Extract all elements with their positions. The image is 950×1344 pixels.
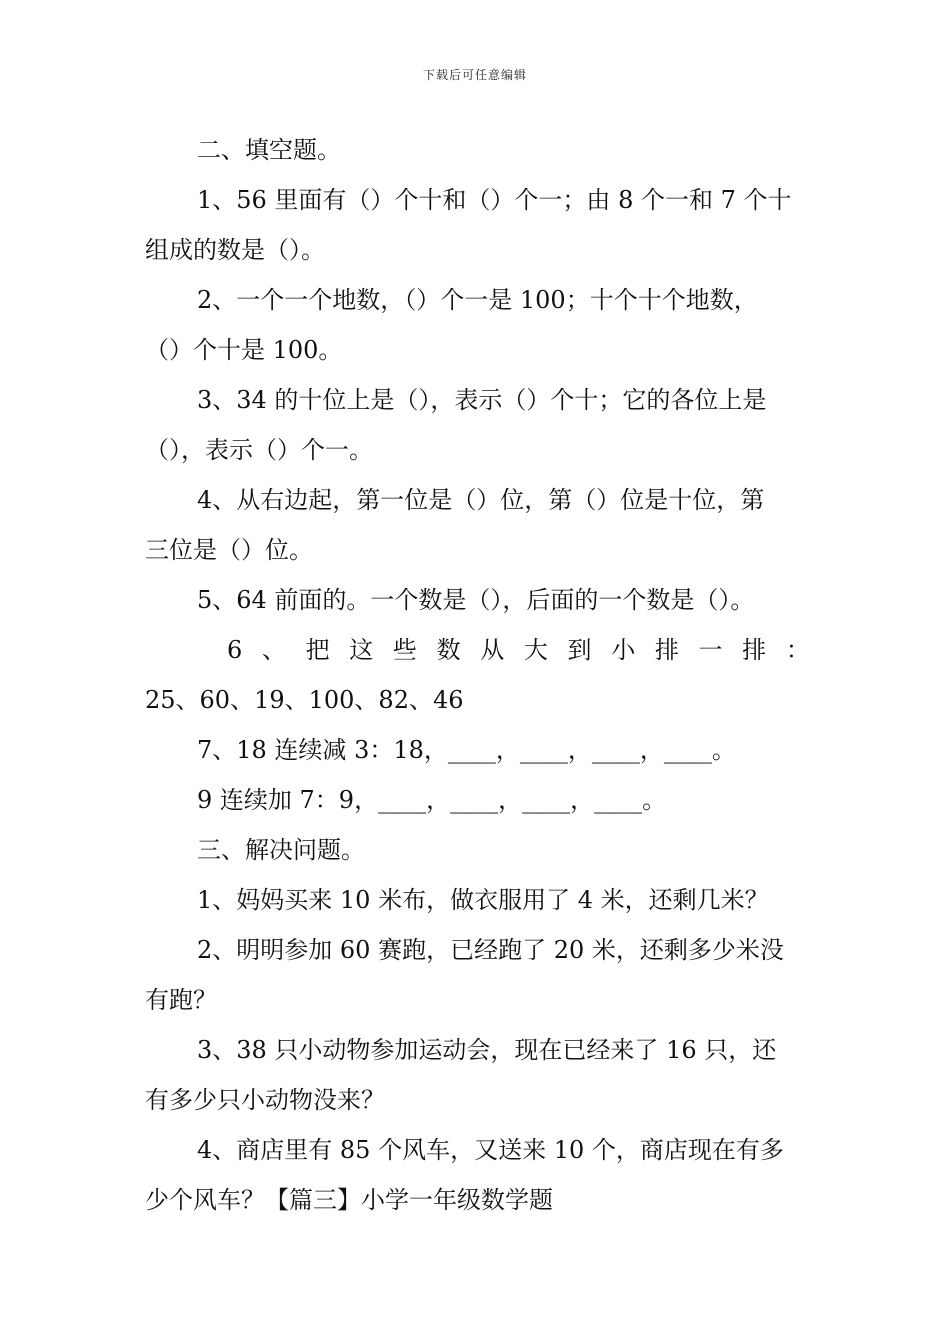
- text-char: 把: [305, 636, 330, 664]
- text-line: 5、64 前面的。一个数是（），后面的一个数是（）。: [197, 586, 755, 614]
- text-line: 2、一个一个地数，（）个一是 100；十个十个地数，: [197, 286, 758, 314]
- text-line: 2、明明参加 60 赛跑，已经跑了 20 米，还剩多少米没: [197, 936, 784, 964]
- text-line: 1、妈妈买来 10 米布，做衣服用了 4 米，还剩几米？: [197, 886, 769, 914]
- text-line: 4、从右边起，第一位是（）位，第（）位是十位，第: [197, 486, 765, 514]
- text-line: 3、38 只小动物参加运动会，现在已经来了 16 只，还: [197, 1036, 777, 1064]
- text-line: 7、18 连续减 3：18，____，____，____，____。: [197, 736, 736, 764]
- text-line: 4、商店里有 85 个风车，又送来 10 个，商店现在有多: [197, 1136, 784, 1164]
- text-line: （）个十是 100。: [145, 336, 343, 364]
- text-char: 些: [392, 636, 417, 664]
- text-line: 3、34 的十位上是（），表示（）个十；它的各位上是: [197, 386, 767, 414]
- text-char: 这: [349, 636, 374, 664]
- text-line: 二、填空题。: [197, 136, 341, 164]
- text-line: [145, 625, 810, 675]
- text-line: 25、60、19、100、82、46: [145, 686, 464, 714]
- text-line: 1、56 里面有（）个十和（）个一；由 8 个一和 7 个十: [197, 186, 792, 214]
- text-line: （），表示（）个一。: [145, 436, 373, 464]
- text-line: 组成的数是（）。: [145, 236, 325, 264]
- text-line: 三、解决问题。: [197, 836, 365, 864]
- text-char: 从: [480, 636, 505, 664]
- text-line: 有跑？: [145, 986, 217, 1014]
- text-char: 、: [261, 636, 286, 664]
- text-char: 排: [742, 636, 767, 664]
- text-char: 排: [654, 636, 679, 664]
- text-line: 有多少只小动物没来？: [145, 1086, 385, 1114]
- text-char: 6: [227, 636, 243, 664]
- text-char: 数: [436, 636, 461, 664]
- text-char: 到: [567, 636, 592, 664]
- text-line: 少个风车？【篇三】小学一年级数学题: [145, 1186, 553, 1214]
- text-line: 9 连续加 7：9，____，____，____，____。: [197, 786, 667, 814]
- text-char: 大: [523, 636, 548, 664]
- text-char: ：: [785, 636, 810, 664]
- text-line: 三位是（）位。: [145, 536, 313, 564]
- text-char: 小: [611, 636, 636, 664]
- document-body: [145, 125, 810, 1225]
- page-header: 下载后可任意编辑: [422, 68, 527, 82]
- text-char: 一: [698, 636, 723, 664]
